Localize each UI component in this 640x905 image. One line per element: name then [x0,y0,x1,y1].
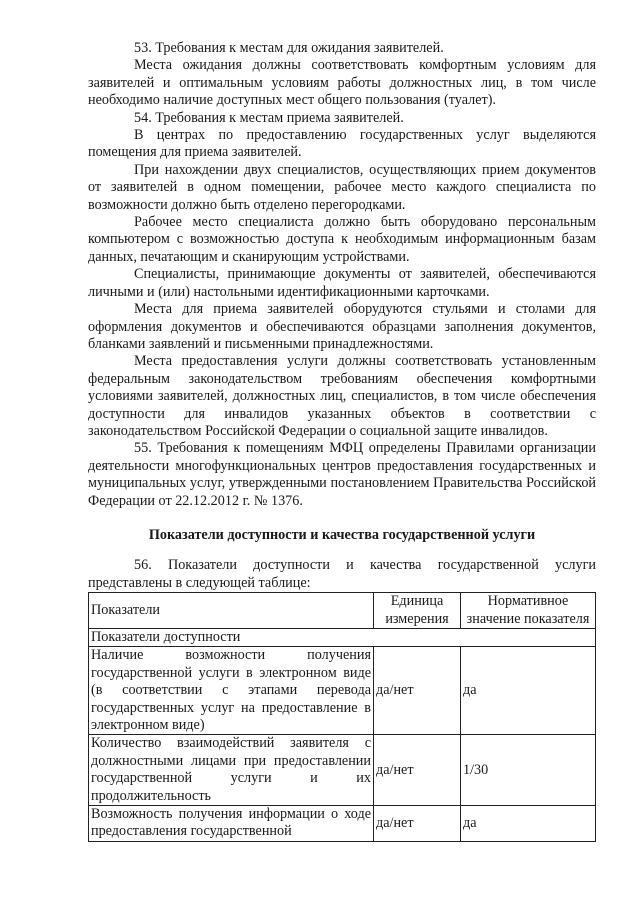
section-heading: Показатели доступности и качества государственной услуги [148,526,536,543]
table-group-row [89,629,596,647]
row-indicator: Количество взаимодействий заявителя с должностными лицами при предоставлении государственной услуги и их продолжительность [89,735,374,806]
paragraph-waiting-places: Места ожидания должны соответствовать комфортным условиям для заявителей и оптимальным условиям работы должностных лиц, в том числе необходимо наличие доступных мест общего пользования (туалет). [88,57,596,109]
row-unit: да/нет [374,647,461,735]
paragraph-54: 54. Требования к местам приема заявителей. [134,109,404,126]
paragraph-accessibility: Места предоставления услуги должны соответствовать установленным федеральным законодательством требованиям обеспечения комфортными условиями заявителей, должностных лиц, специалистов, в том числе обеспечения доступности для инвалидов указанных объектов в соответствии с законодательством Российской Федерации о социальной защите инвалидов. [88,353,596,439]
paragraph-id-cards: Специалисты, принимающие документы от заявителей, обеспечиваются личными и (или) настольными идентификационными карточками. [88,266,596,300]
paragraph-two-specialists: При нахождении двух специалистов, осуществляющих прием документов от заявителей в одном помещении, рабочее место каждого специалиста по возможности должно быть отделено перегородками. [88,161,596,213]
indicators-table [88,592,596,842]
row-unit: да/нет [374,735,461,806]
paragraph-reception-rooms: В центрах по предоставлению государственных услуг выделяются помещения для приема заявителей. [88,127,596,161]
paragraph-workplace: Рабочее место специалиста должно быть оборудовано персональным компьютером с возможностью доступа к необходимым информационным базам данных, печатающим и сканирующим устройствами. [88,214,596,265]
table-header-row [89,593,596,629]
row-indicator: Возможность получения информации о ходе предоставления государственной [89,806,374,842]
paragraph-55: 55. Требования к помещениям МФЦ определены Правилами организации деятельности многофункциональных центров предоставления государственных и муниципальных услуг, утвержденными постановлением Правительства Российской Федерации от 22.12.2012 г. № 1376. [88,440,596,509]
row-indicator: Наличие возможности получения государственной услуги в электронном виде (в соответствии с этапами перевода государственных услуг на предоставление в электронном виде) [89,647,374,735]
paragraph-furniture: Места для приема заявителей оборудуются стульями и столами для оформления документов и обеспечиваются образцами заполнения документов, бланками заявлений и письменными принадлежностями. [88,301,596,352]
header-normative-value: Нормативное значение показателя [461,593,596,629]
row-value: 1/30 [461,735,596,806]
header-unit: Единица измерения [374,593,461,629]
row-unit: да/нет [374,806,461,842]
table-row [89,735,596,806]
table-row [89,806,596,842]
header-indicators: Показатели [89,593,374,629]
row-value: да [461,647,596,735]
table-row [89,647,596,735]
group-accessibility: Показатели доступности [89,629,596,647]
paragraph-53: 53. Требования к местам для ожидания заявителей. [134,40,444,56]
paragraph-56: 56. Показатели доступности и качества государственной услуги представлены в следующей таблице: [88,557,596,591]
row-value: да [461,806,596,842]
